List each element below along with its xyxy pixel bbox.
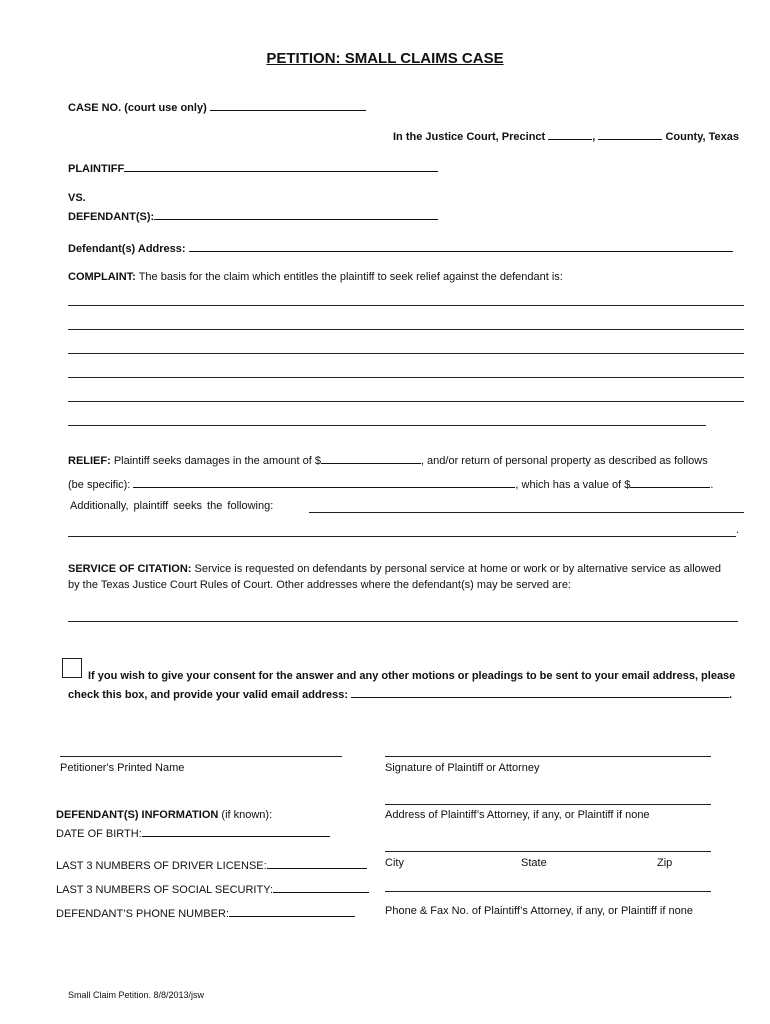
defendant-address-field[interactable] xyxy=(189,240,733,252)
plaintiff-label: PLAINTIFF xyxy=(68,163,125,175)
plaintiff-row xyxy=(68,160,438,175)
defendant-info-heading xyxy=(56,809,272,821)
property-description-field[interactable] xyxy=(133,476,515,488)
ssn-row xyxy=(56,881,369,896)
defendant-phone-label: DEFENDANT’S PHONE NUMBER: xyxy=(56,908,229,920)
relief-additionally-label: Additionally, plaintiff seeks the following: xyxy=(70,500,274,512)
ssn-label: LAST 3 NUMBERS OF SOCIAL SECURITY: xyxy=(56,884,273,896)
court-precinct-label: In the Justice Court, Precinct xyxy=(393,131,546,143)
vs-label: VS. xyxy=(68,192,86,204)
property-value-field[interactable] xyxy=(630,476,710,488)
page-title: PETITION: SMALL CLAIMS CASE xyxy=(266,50,504,67)
phone-fax-line[interactable] xyxy=(385,891,711,892)
defendant-field[interactable] xyxy=(154,208,438,220)
email-end-period: . xyxy=(729,689,733,701)
additional-relief-line-1[interactable] xyxy=(309,512,744,513)
complaint-label: COMPLAINT: xyxy=(68,271,136,283)
relief-specific-label: (be specific): xyxy=(68,479,131,491)
plaintiff-field[interactable] xyxy=(124,160,438,172)
service-label: SERVICE OF CITATION: xyxy=(68,563,192,575)
signature-line[interactable] xyxy=(385,756,711,757)
defendant-row xyxy=(68,208,438,223)
relief-row-2 xyxy=(68,476,713,491)
license-field[interactable] xyxy=(267,857,367,869)
complaint-line-4[interactable] xyxy=(68,377,744,378)
court-comma: , xyxy=(592,131,596,143)
email-field[interactable] xyxy=(351,686,729,698)
defendant-info-suffix: (if known): xyxy=(221,809,273,821)
relief-row-3 xyxy=(70,500,273,512)
damages-amount-field[interactable] xyxy=(321,452,421,464)
relief-text-1: Plaintiff seeks damages in the amount of $ xyxy=(113,455,321,467)
footer-text: Small Claim Petition. 8/8/2013/jsw xyxy=(68,990,205,1000)
attorney-address-label: Address of Plaintiff’s Attorney, if any, or Plaintiff if none xyxy=(385,809,650,821)
complaint-text: The basis for the claim which entitles the plaintiff to seek relief against the defendant is: xyxy=(138,271,563,283)
complaint-line-6[interactable] xyxy=(68,425,706,426)
defendant-phone-row xyxy=(56,905,355,920)
license-label: LAST 3 NUMBERS OF DRIVER LICENSE: xyxy=(56,860,267,872)
relief-row-1 xyxy=(68,452,708,467)
email-consent-checkbox[interactable] xyxy=(62,658,82,678)
printed-name-line[interactable] xyxy=(60,756,342,757)
dob-row xyxy=(56,825,330,840)
case-no-label: CASE NO. (court use only) xyxy=(68,102,207,114)
service-address-line[interactable] xyxy=(68,621,738,622)
service-text-2: by the Texas Justice Court Rules of Court. Other addresses where the defendant(s) may be served are: xyxy=(68,579,571,591)
zip-label: Zip xyxy=(657,857,673,869)
signature-label: Signature of Plaintiff or Attorney xyxy=(385,762,540,774)
service-text-1: Service is requested on defendants by personal service at home or work or by alternative service as allowed xyxy=(194,563,721,575)
email-consent-row-2 xyxy=(68,686,732,701)
relief-value-label: , which has a value of $ xyxy=(515,479,631,491)
complaint-line-3[interactable] xyxy=(68,353,744,354)
city-state-zip-line[interactable] xyxy=(385,851,711,852)
email-consent-text-2: check this box, and provide your valid email address: xyxy=(68,689,348,701)
precinct-field[interactable] xyxy=(548,128,592,140)
defendant-info-label: DEFENDANT(S) INFORMATION xyxy=(56,809,219,821)
relief-period: . xyxy=(710,479,714,491)
complaint-line-2[interactable] xyxy=(68,329,744,330)
relief-label: RELIEF: xyxy=(68,455,111,467)
dob-label: DATE OF BIRTH: xyxy=(56,828,142,840)
attorney-address-line[interactable] xyxy=(385,804,711,805)
court-county-label: County, Texas xyxy=(665,131,740,143)
defendant-phone-field[interactable] xyxy=(229,905,355,917)
complaint-line-1[interactable] xyxy=(68,305,744,306)
defendant-label: DEFENDANT(S): xyxy=(68,211,155,223)
state-label: State xyxy=(521,857,547,869)
court-row xyxy=(393,128,739,143)
defendant-address-label: Defendant(s) Address: xyxy=(68,243,186,255)
complaint-row xyxy=(68,271,563,283)
case-no-row xyxy=(68,99,366,114)
relief-end-period: . xyxy=(736,524,740,536)
city-label: City xyxy=(385,857,404,869)
relief-text-2: , and/or return of personal property as described as follows xyxy=(420,455,708,467)
complaint-line-5[interactable] xyxy=(68,401,744,402)
service-row-1 xyxy=(68,563,721,575)
license-row xyxy=(56,857,367,872)
case-no-field[interactable] xyxy=(210,99,366,111)
phone-fax-label: Phone & Fax No. of Plaintiff’s Attorney, if any, or Plaintiff if none xyxy=(385,905,693,917)
printed-name-label: Petitioner's Printed Name xyxy=(60,762,185,774)
defendant-address-row xyxy=(68,240,733,255)
ssn-field[interactable] xyxy=(273,881,369,893)
additional-relief-line-2[interactable] xyxy=(68,536,736,537)
dob-field[interactable] xyxy=(142,825,330,837)
county-field[interactable] xyxy=(598,128,662,140)
email-consent-text-1: If you wish to give your consent for the answer and any other motions or pleadings to be sent to your email address, please xyxy=(88,670,736,682)
